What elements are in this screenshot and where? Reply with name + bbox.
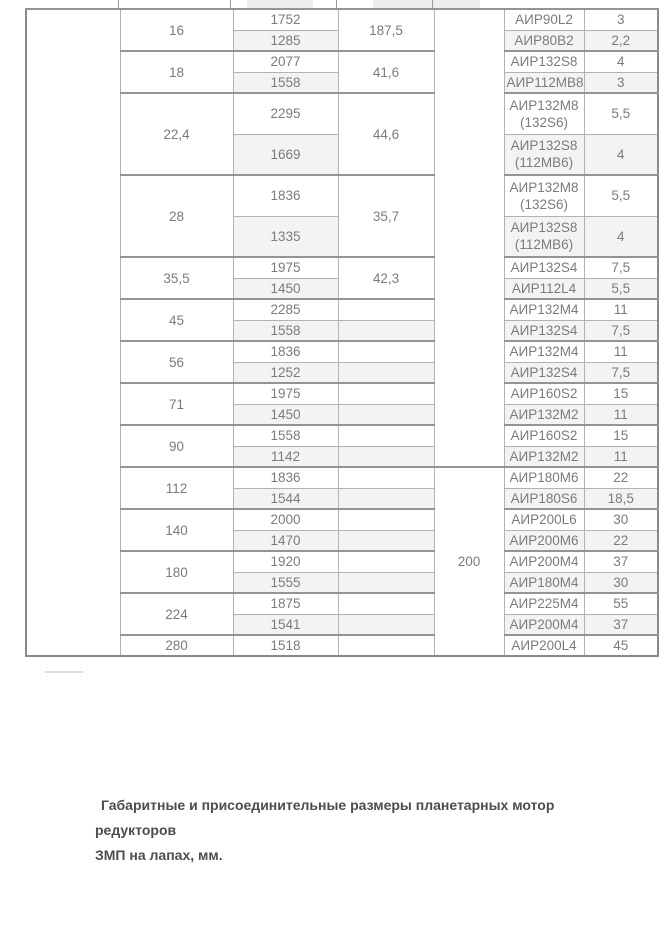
value-cell: 1470 (233, 530, 338, 551)
power-cell: 11 (584, 299, 658, 320)
power-cell: 5,5 (584, 175, 658, 216)
empty-cell (338, 383, 434, 404)
ratio-cell: 140 (120, 509, 233, 551)
empty-cell (338, 593, 434, 614)
empty-cell (338, 467, 434, 488)
motor-reducer-table (25, 8, 659, 657)
power-cell: 15 (584, 383, 658, 404)
table-row (26, 257, 658, 278)
power-cell: 11 (584, 446, 658, 467)
spacer-cell (434, 9, 504, 467)
motor-cell: АИР132М8(132S6) (504, 93, 584, 134)
motor-cell: АИР160S2 (504, 383, 584, 404)
ratio-cell: 35,5 (120, 257, 233, 299)
table-row (26, 9, 658, 30)
cutoff-border-remnant (230, 0, 231, 8)
motor-cell: АИР132М4 (504, 299, 584, 320)
ratio-cell: 28 (120, 175, 233, 257)
power-cell: 55 (584, 593, 658, 614)
motor-cell: АИР200М6 (504, 530, 584, 551)
value-cell: 1558 (233, 320, 338, 341)
power-cell: 5,5 (584, 278, 658, 299)
table-row (26, 509, 658, 530)
motor-cell: АИР132М2 (504, 446, 584, 467)
coef-cell: 44,6 (338, 93, 434, 175)
cutoff-cell-remnant (247, 0, 313, 8)
motor-cell: АИР80В2 (504, 30, 584, 51)
motor-cell: АИР112L4 (504, 278, 584, 299)
ratio-cell: 280 (120, 635, 233, 656)
motor-cell: АИР132S8(112МВ6) (504, 134, 584, 175)
power-cell: 45 (584, 635, 658, 656)
empty-cell (338, 488, 434, 509)
value-cell: 1975 (233, 257, 338, 278)
coef-cell: 35,7 (338, 175, 434, 257)
power-cell: 7,5 (584, 257, 658, 278)
empty-cell (338, 635, 434, 656)
power-cell: 30 (584, 572, 658, 593)
empty-cell (338, 551, 434, 572)
power-cell: 22 (584, 530, 658, 551)
empty-cell (338, 425, 434, 446)
power-cell: 11 (584, 404, 658, 425)
coef-cell: 41,6 (338, 51, 434, 93)
value-cell: 1142 (233, 446, 338, 467)
table-row (26, 93, 658, 134)
power-cell: 15 (584, 425, 658, 446)
power-cell: 7,5 (584, 362, 658, 383)
ratio-cell: 22,4 (120, 93, 233, 175)
power-cell: 3 (584, 9, 658, 30)
ratio-cell: 90 (120, 425, 233, 467)
value-cell: 1335 (233, 216, 338, 257)
motor-cell: АИР180М4 (504, 572, 584, 593)
table-row (26, 51, 658, 72)
empty-cell (338, 572, 434, 593)
table-row (26, 635, 658, 656)
left-spacer-cell (26, 9, 120, 656)
motor-cell: АИР200L6 (504, 509, 584, 530)
empty-cell (338, 509, 434, 530)
value-cell: 1541 (233, 614, 338, 635)
caption-line-2: ЗМП на лапах, мм. (95, 847, 223, 863)
empty-cell (338, 530, 434, 551)
motor-cell: АИР132S4 (504, 362, 584, 383)
empty-cell (338, 320, 434, 341)
value-cell: 1450 (233, 278, 338, 299)
value-cell: 1558 (233, 425, 338, 446)
table-caption (95, 793, 615, 868)
value-cell: 1669 (233, 134, 338, 175)
value-cell: 2285 (233, 299, 338, 320)
motor-cell: АИР200L4 (504, 635, 584, 656)
value-cell: 1875 (233, 593, 338, 614)
coef-cell: 42,3 (338, 257, 434, 299)
value-cell: 1836 (233, 175, 338, 216)
empty-cell (338, 362, 434, 383)
value-cell: 1285 (233, 30, 338, 51)
caption-line-1: Габаритные и присоединительные размеры планетарных мотор редукторов (95, 797, 555, 838)
ratio-cell: 18 (120, 51, 233, 93)
empty-cell (338, 341, 434, 362)
motor-cell: АИР180S6 (504, 488, 584, 509)
motor-cell: АИР90L2 (504, 9, 584, 30)
empty-cell (338, 446, 434, 467)
motor-cell: АИР132S4 (504, 257, 584, 278)
ratio-cell: 56 (120, 341, 233, 383)
table-row (26, 299, 658, 320)
motor-cell: АИР132S8 (504, 51, 584, 72)
empty-cell (338, 299, 434, 320)
table-row (26, 383, 658, 404)
cutoff-border-remnant (432, 0, 433, 8)
motor-cell: АИР160S2 (504, 425, 584, 446)
motor-cell: АИР132М4 (504, 341, 584, 362)
cutoff-border-remnant (336, 0, 337, 8)
table-row (26, 175, 658, 216)
power-cell: 2,2 (584, 30, 658, 51)
empty-cell (338, 614, 434, 635)
table-row (26, 425, 658, 446)
table-row (26, 467, 658, 488)
ratio-cell: 224 (120, 593, 233, 635)
value-cell: 1836 (233, 467, 338, 488)
coef-cell: 187,5 (338, 9, 434, 51)
value-cell: 1252 (233, 362, 338, 383)
value-cell: 1518 (233, 635, 338, 656)
motor-cell: АИР200М4 (504, 614, 584, 635)
motor-cell: АИР132S8(112МВ6) (504, 216, 584, 257)
table-row (26, 341, 658, 362)
power-cell: 4 (584, 134, 658, 175)
motor-cell: АИР200М4 (504, 551, 584, 572)
power-cell: 22 (584, 467, 658, 488)
table-row (26, 551, 658, 572)
motor-cell: АИР132М8(132S6) (504, 175, 584, 216)
shared-value-cell: 200 (434, 467, 504, 656)
motor-cell: АИР112МВ8 (504, 72, 584, 93)
power-cell: 37 (584, 551, 658, 572)
value-cell: 1836 (233, 341, 338, 362)
motor-cell: АИР132S4 (504, 320, 584, 341)
value-cell: 2077 (233, 51, 338, 72)
power-cell: 4 (584, 51, 658, 72)
value-cell: 1450 (233, 404, 338, 425)
value-cell: 1558 (233, 72, 338, 93)
ratio-cell: 71 (120, 383, 233, 425)
value-cell: 1544 (233, 488, 338, 509)
motor-cell: АИР225М4 (504, 593, 584, 614)
cutoff-cell-remnant (373, 0, 480, 8)
value-cell: 2295 (233, 93, 338, 134)
value-cell: 1555 (233, 572, 338, 593)
table-row (26, 593, 658, 614)
ratio-cell: 45 (120, 299, 233, 341)
value-cell: 2000 (233, 509, 338, 530)
power-cell: 37 (584, 614, 658, 635)
cutoff-border-remnant (118, 0, 119, 8)
power-cell: 18,5 (584, 488, 658, 509)
power-cell: 4 (584, 216, 658, 257)
motor-cell: АИР180М6 (504, 467, 584, 488)
power-cell: 30 (584, 509, 658, 530)
value-cell: 1920 (233, 551, 338, 572)
motor-cell: АИР132М2 (504, 404, 584, 425)
faded-line-remnant (45, 671, 83, 673)
ratio-cell: 16 (120, 9, 233, 51)
power-cell: 11 (584, 341, 658, 362)
empty-cell (338, 404, 434, 425)
power-cell: 3 (584, 72, 658, 93)
value-cell: 1752 (233, 9, 338, 30)
power-cell: 5,5 (584, 93, 658, 134)
value-cell: 1975 (233, 383, 338, 404)
ratio-cell: 112 (120, 467, 233, 509)
ratio-cell: 180 (120, 551, 233, 593)
power-cell: 7,5 (584, 320, 658, 341)
